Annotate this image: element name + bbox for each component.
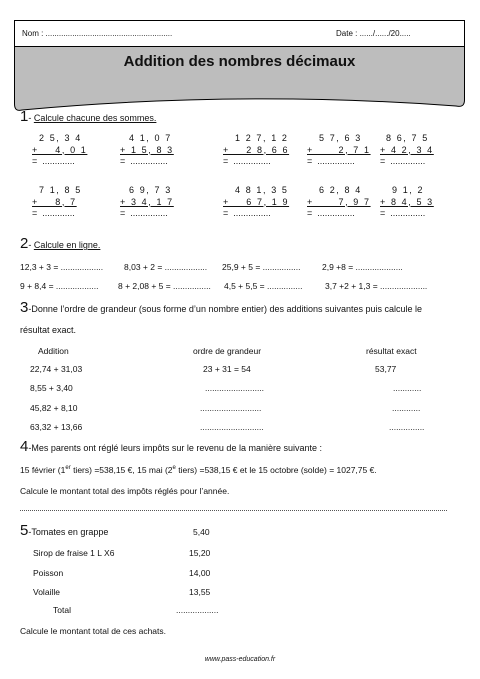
table-cell: ........................... xyxy=(200,422,264,432)
inline-calc: 9 + 8,4 = .................. xyxy=(20,281,99,291)
table-cell: .......................... xyxy=(200,403,262,413)
sum-column: 2 5, 3 4 + 4, 0 1 = ............. xyxy=(32,133,88,166)
sum-column: 9 1, 2 + 8 4, 5 3 = .............. xyxy=(380,185,434,218)
inline-calc: 8 + 2,08 + 5 = ................ xyxy=(118,281,211,291)
sum-column: 6 2, 8 4 + 7, 9 7 = ............... xyxy=(307,185,371,218)
sum-column: 7 1, 8 5 + 8, 7 = ............. xyxy=(32,185,82,218)
inline-calc: 25,9 + 5 = ................ xyxy=(222,262,301,272)
sum-column: 5 7, 6 3 + 2, 7 1 = ............... xyxy=(307,133,371,166)
section-instruction: Mes parents ont réglé leurs impôts sur le revenu de la manière suivante : xyxy=(31,443,322,453)
section-instruction: Calcule en ligne. xyxy=(33,240,101,250)
section-5-heading: 5-Tomates en grappe xyxy=(20,522,109,539)
section-number: 3 xyxy=(20,299,29,316)
item-label: Poisson xyxy=(33,568,64,578)
footer-url: www.pass-education.fr xyxy=(204,656,276,663)
table-cell: 63,32 + 13,66 xyxy=(30,422,83,432)
item-price: 15,20 xyxy=(189,548,211,558)
total-label: Total xyxy=(53,605,71,615)
table-cell: ............ xyxy=(393,383,422,393)
section-instruction: Calcule chacune des sommes. xyxy=(33,113,157,123)
column-header: résultat exact xyxy=(366,346,417,356)
column-header: Addition xyxy=(38,346,69,356)
section-number: 1 xyxy=(20,108,29,125)
table-cell: ............... xyxy=(389,422,425,432)
total-value: .................. xyxy=(176,605,219,615)
section-3-heading: 3-Donne l’ordre de grandeur (sous forme d’un nombre entier) des additions suivantes puis calcule le xyxy=(20,299,423,316)
item-label: Tomates en grappe xyxy=(31,527,109,537)
item-price: 5,40 xyxy=(193,527,210,537)
sum-column: 6 9, 7 3 + 3 4, 1 7 = ............... xyxy=(120,185,174,218)
section-1-heading: 1- Calcule chacune des sommes. xyxy=(20,108,157,125)
item-price: 13,55 xyxy=(189,587,211,597)
table-cell: 23 + 31 = 54 xyxy=(203,364,251,374)
column-header: ordre de grandeur xyxy=(193,346,262,356)
sum-column: 8 6, 7 5 + 4 2, 3 4 = .............. xyxy=(380,133,434,166)
inline-calc: 3,7 +2 + 1,3 = .................... xyxy=(325,281,428,291)
answer-line xyxy=(20,510,447,511)
question-text: Calcule le montant total des impôts réglés pour l’année. xyxy=(20,486,230,496)
inline-calc: 8,03 + 2 = .................. xyxy=(124,262,208,272)
question-text: Calcule le montant total de ces achats. xyxy=(20,626,166,636)
table-cell: 22,74 + 31,03 xyxy=(30,364,83,374)
section-number: 5 xyxy=(20,522,29,539)
table-cell: ......................... xyxy=(205,383,265,393)
item-label: Sirop de fraise 1 L X6 xyxy=(33,548,115,558)
sum-column: 4 1, 0 7 + 1 5, 8 3 = ............... xyxy=(120,133,174,166)
date-field: Date : ....../....../20..... xyxy=(336,29,411,38)
table-cell: 53,77 xyxy=(375,364,397,374)
section-2-heading: 2- Calcule en ligne. xyxy=(20,235,101,252)
page-title: Addition des nombres décimaux xyxy=(123,53,356,70)
item-label: Volaille xyxy=(33,587,60,597)
section-4-heading: 4-Mes parents ont réglé leurs impôts sur le revenu de la manière suivante : xyxy=(20,438,322,455)
sum-column: 4 8 1, 3 5 + 6 7, 1 9 = ............... xyxy=(223,185,290,218)
inline-calc: 2,9 +8 = .................... xyxy=(322,262,403,272)
inline-calc: 12,3 + 3 = .................. xyxy=(20,262,104,272)
section-number: 2 xyxy=(20,235,29,252)
section-instruction-cont: résultat exact. xyxy=(20,325,77,335)
section-number: 4 xyxy=(20,438,29,455)
inline-calc: 4,5 + 5,5 = ............... xyxy=(224,281,303,291)
section-instruction: Donne l’ordre de grandeur (sous forme d’un nombre entier) des additions suivantes puis calcule le xyxy=(31,304,423,314)
table-cell: 45,82 + 8,10 xyxy=(30,403,78,413)
table-cell: 8,55 + 3,40 xyxy=(30,383,73,393)
header-banner xyxy=(14,20,465,113)
table-cell: ............ xyxy=(392,403,421,413)
sum-column: 1 2 7, 1 2 + 2 8, 6 6 = ............... xyxy=(223,133,290,166)
item-price: 14,00 xyxy=(189,568,211,578)
nom-field: Nom : ......................................................... xyxy=(22,29,173,38)
tax-payments-line: 15 février (1er tiers) =538,15 €, 15 mai (2e tiers) =538,15 € et le 15 octobre (solde) = 1027,75 €. xyxy=(20,465,377,475)
